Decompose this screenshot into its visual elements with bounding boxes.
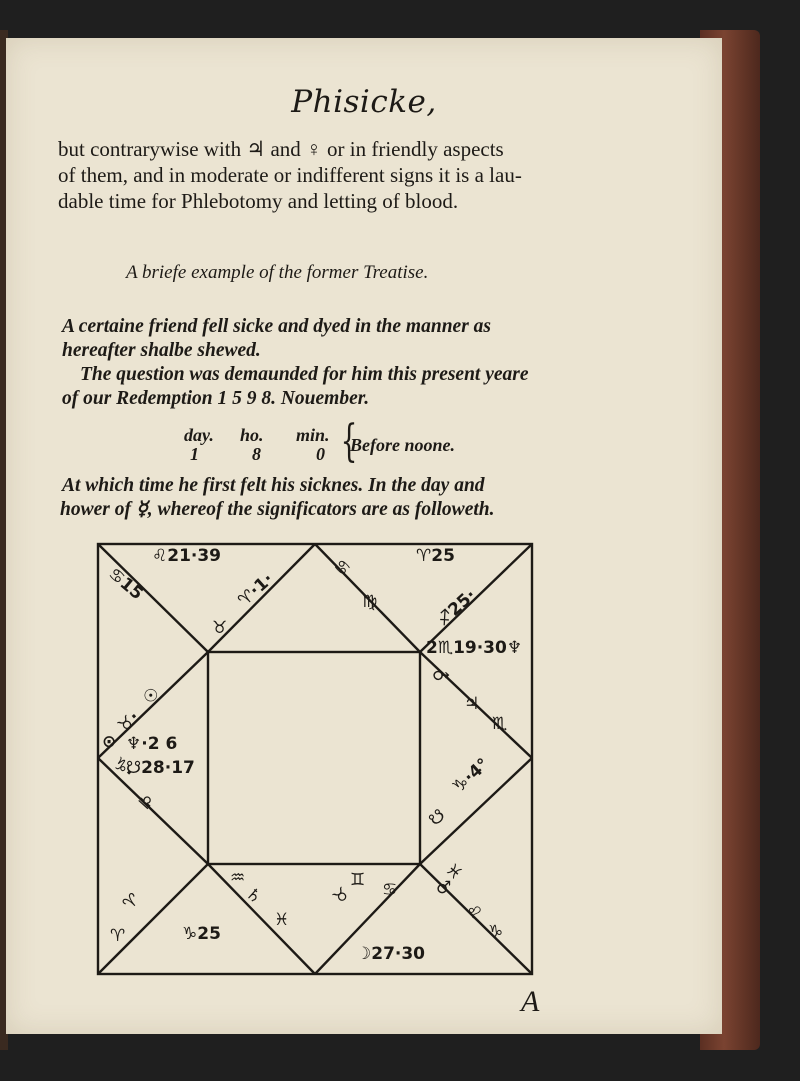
- chart-glyph: 2♏19·30♆: [426, 638, 523, 658]
- book-page: [6, 38, 722, 1034]
- time-label-hour: ho.: [240, 425, 264, 445]
- chart-glyph: ♌: [461, 899, 486, 925]
- running-head: Phisicke,: [291, 84, 437, 120]
- chart-glyph: ♑·: [108, 753, 138, 783]
- narrative-line: of our Redemption 1 5 9 8. Nouember.: [62, 388, 370, 409]
- chart-glyph: ☉: [139, 683, 164, 709]
- chart-glyph: ♈25: [416, 546, 455, 566]
- chart-glyph: ♈: [119, 889, 144, 915]
- paragraph-line: of them, and in moderate or indifferent signs it is a lau-: [58, 163, 522, 187]
- chart-glyph: ♑·4°: [448, 754, 494, 798]
- chart-glyph: ♍: [362, 592, 378, 612]
- time-value-hour: 8: [252, 444, 261, 464]
- chart-glyph: ♈·1·: [234, 569, 278, 611]
- chart-glyph: ♂: [436, 878, 452, 898]
- chart-glyph: ☋: [425, 805, 450, 831]
- chart-glyph: ♌21·39: [152, 546, 222, 566]
- chart-glyph: ♋15: [104, 563, 147, 605]
- chart-glyph: ♊: [350, 870, 366, 890]
- chart-glyph: ☋28·17: [126, 758, 195, 778]
- chart-glyph: ♓: [441, 859, 466, 885]
- chart-glyph: ♂: [427, 663, 452, 689]
- chart-glyph: ♑25: [182, 924, 221, 944]
- narrative-line: hereafter shalbe shewed.: [62, 340, 261, 361]
- time-value-min: 0: [316, 444, 325, 464]
- narrative-line: The question was demaunded for him this present yeare: [80, 364, 529, 385]
- narrative-line: At which time he first felt his sicknes. In the day and: [62, 475, 485, 496]
- time-note: Before noone.: [350, 435, 455, 455]
- chart-glyph: ♉·: [114, 707, 144, 737]
- time-value-day: 1: [190, 444, 199, 464]
- paragraph-line: but contrarywise with ♃ and ♀ or in friendly aspects: [58, 137, 504, 161]
- chart-glyph: ♆·2 6: [126, 734, 178, 754]
- time-label-day: day.: [184, 425, 214, 445]
- chart-glyph: ♉: [329, 883, 354, 909]
- catchword: A: [521, 985, 540, 1018]
- time-label-min: min.: [296, 425, 330, 445]
- paragraph-line: dable time for Phlebotomy and letting of blood.: [58, 189, 459, 213]
- chart-glyph: ♈: [110, 926, 126, 946]
- chart-glyph: ⊙: [102, 732, 117, 752]
- chart-glyph: ♐25·: [433, 585, 481, 631]
- chart-glyph: ♄: [241, 883, 266, 909]
- chart-glyph: ♑: [488, 922, 504, 942]
- chart-glyph: ♒: [230, 868, 246, 888]
- narrative-line: hower of ☿, whereof the significators are as followeth.: [60, 499, 495, 520]
- inner-square: [208, 652, 420, 864]
- narrative-line: A certaine friend fell sicke and dyed in the manner as: [62, 316, 491, 337]
- horoscope-chart: [94, 540, 540, 980]
- chart-glyph: ♏: [492, 714, 508, 734]
- chart-glyph: ♋: [329, 555, 354, 581]
- chart-glyph: ♉: [212, 618, 228, 638]
- chart-glyph: ♎: [133, 789, 158, 815]
- chart-glyph: ☽27·30: [356, 944, 426, 964]
- chart-glyph: ♋: [382, 880, 398, 900]
- chart-glyph: ♃: [464, 694, 480, 714]
- section-heading: A briefe example of the former Treatise.: [126, 262, 429, 283]
- brace-glyph: {: [340, 416, 358, 467]
- chart-glyph: ♓: [274, 910, 290, 930]
